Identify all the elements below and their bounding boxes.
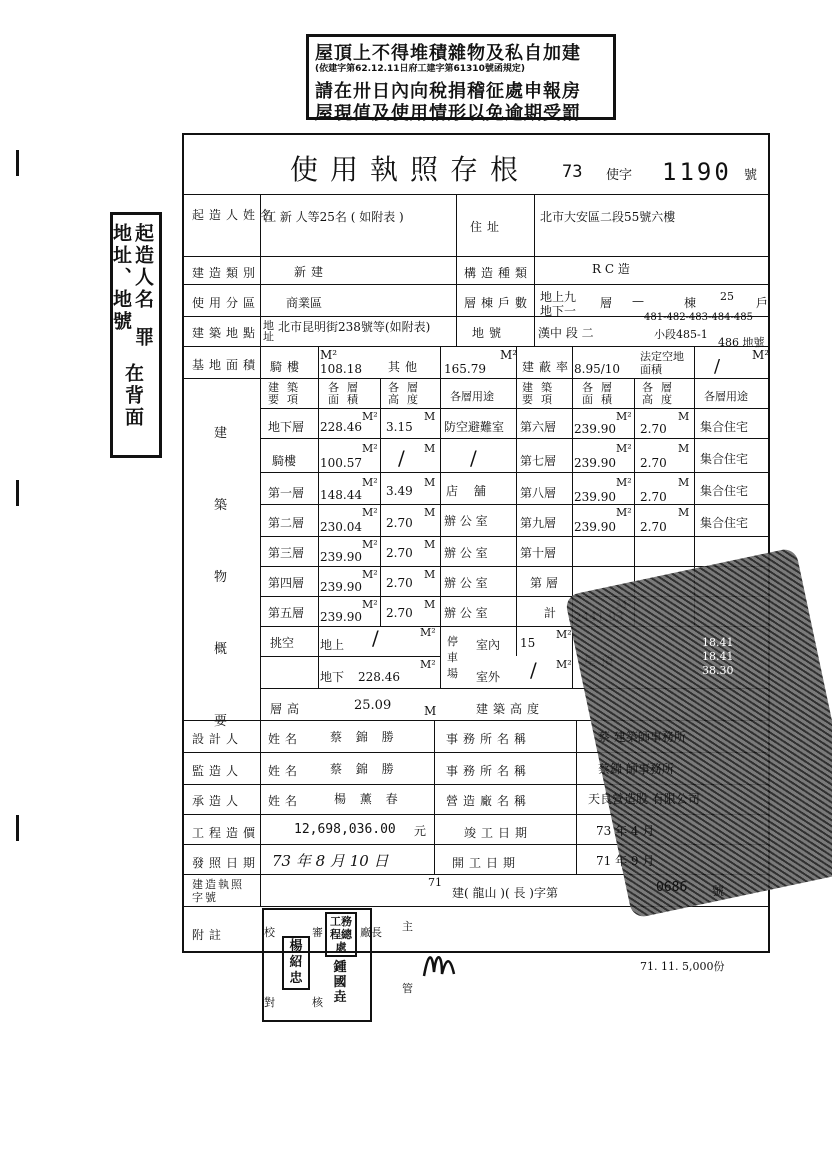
zone-label: 使用分區 <box>192 296 261 310</box>
floor-height: 2.70 <box>386 516 413 530</box>
floor-name: 第三層 <box>268 546 305 560</box>
permit-no-label: 建造執照字號 <box>192 878 244 904</box>
floors-dong: 棟 <box>684 296 697 310</box>
slash: / <box>714 356 721 377</box>
floor-name: 第一層 <box>268 486 305 500</box>
rule <box>434 720 435 874</box>
floor-name: 第八層 <box>520 486 557 500</box>
rule <box>576 720 577 874</box>
unit-m: M <box>424 442 436 455</box>
notice-line: 屋現值及使用情形以免逾期受罰 <box>315 103 581 124</box>
side-note-col: 起造人名 <box>132 223 154 311</box>
floor-area: 239.90 <box>574 490 616 504</box>
permit-hao: 號 <box>744 168 758 183</box>
floor-use: 防空避難室 <box>444 420 505 434</box>
unit-m2: M² <box>362 442 378 455</box>
void-label: 挑空 <box>270 636 295 650</box>
floor-area: 239.90 <box>574 456 616 470</box>
person-org-label: 事務所名稱 <box>446 764 532 778</box>
floor-name: 第九層 <box>520 516 557 530</box>
unit-m2: M² <box>556 658 572 671</box>
permit-no-year: 71 <box>428 876 442 889</box>
person-org-label: 事務所名稱 <box>446 732 532 746</box>
structure-label: 構造種類 <box>464 266 533 280</box>
floor-height: 2.70 <box>386 576 413 590</box>
person-org: 蔡錦 師事務所 <box>598 762 674 776</box>
rule <box>516 346 517 656</box>
person-role: 承造人 <box>192 794 244 808</box>
lot-tail: 486 地號 <box>718 336 765 349</box>
cost-value: 12,698,036.00 <box>294 822 396 837</box>
floor-area: 228.46 <box>320 420 362 434</box>
floor-height: 2.70 <box>386 546 413 560</box>
unit-m: M <box>678 442 690 455</box>
print-note: 71. 11. 5,000份 <box>640 960 725 973</box>
permit-zi: 使字 <box>606 168 633 183</box>
seal-label: 審 <box>312 926 323 939</box>
unit-m2: M² <box>362 506 378 519</box>
rule <box>260 504 769 505</box>
unit-m2: M² <box>616 410 632 423</box>
rule <box>260 656 440 657</box>
scan-mark <box>16 480 19 506</box>
person-name-label: 姓名 <box>268 732 303 746</box>
floor-use: / <box>470 446 477 470</box>
void-above: 地上 <box>320 638 345 652</box>
rule <box>380 378 381 626</box>
floor-name: 第 層 <box>530 576 558 590</box>
unit-m2: M² <box>362 568 378 581</box>
floor-use: 辦 公 室 <box>444 546 488 560</box>
parking-indoor-label: 室內 <box>476 638 501 652</box>
unit-m: M <box>424 476 436 489</box>
seal-label: 管 <box>402 982 413 995</box>
lot-label: 地號 <box>472 326 507 340</box>
completion-label: 竣工日期 <box>464 826 533 840</box>
col-head-area: 各層面積 <box>328 381 366 406</box>
col-head-height: 各層高度 <box>388 381 426 406</box>
floor-name: 第六層 <box>520 420 557 434</box>
parking-indoor-value: 15 <box>520 636 536 650</box>
rule <box>260 472 769 473</box>
rule <box>260 408 769 409</box>
side-note <box>110 212 162 458</box>
owner-label: 起造人姓名 <box>192 208 278 222</box>
floor-use: 辦 公 室 <box>444 576 488 590</box>
floor-area: 148.44 <box>320 488 362 502</box>
side-note-col: 在背面 <box>122 363 144 429</box>
unit-m: M <box>424 568 436 581</box>
personal-seal: 楊紹忠 <box>282 936 310 990</box>
personal-seal: 鍾國垚 <box>333 960 347 1005</box>
start-label: 開工日期 <box>452 856 521 870</box>
slash: / <box>530 658 537 682</box>
floor-area: 239.90 <box>320 550 362 564</box>
floor-total-label: 計 <box>544 606 557 620</box>
rule <box>440 346 441 688</box>
person-role: 監造人 <box>192 764 244 778</box>
col-head-item: 建築要項 <box>268 381 306 406</box>
person-org: 天良營造股 有限公司 <box>588 792 700 806</box>
void-below: 地下 <box>320 670 345 684</box>
unit-m2: M² <box>362 476 378 489</box>
rule <box>456 194 457 346</box>
floor-height-label: 層高 <box>270 702 305 716</box>
void-below-value: 228.46 <box>358 670 400 684</box>
permit-year: 73 <box>562 162 583 182</box>
person-org: 蔡 建築師事務所 <box>598 730 686 744</box>
floors-above: 地上九 <box>540 290 577 304</box>
person-name-label: 姓名 <box>268 794 303 808</box>
floor-name: 第二層 <box>268 516 305 530</box>
lot-sub: 小段485-1 <box>654 328 708 341</box>
unit-m: M <box>424 410 436 423</box>
floor-area: 239.90 <box>320 580 362 594</box>
site-label: 建築地點 <box>192 326 261 340</box>
building-height-label: 建築高度 <box>476 702 545 716</box>
slash: / <box>372 626 379 650</box>
floors-ceng: 層 <box>600 296 613 310</box>
parking-label: 停車場 <box>447 635 458 680</box>
unit-m2: M² <box>420 626 436 639</box>
person-name: 楊 薰 春 <box>334 792 403 806</box>
rule <box>260 566 769 567</box>
person-role: 設計人 <box>192 732 244 746</box>
floor-name: 第十層 <box>520 546 557 560</box>
parking-outdoor-label: 室外 <box>476 670 501 684</box>
col-head-item: 建築要項 <box>522 381 560 406</box>
arcade-label: 騎樓 <box>270 360 305 374</box>
side-note-col: 罪 <box>132 327 154 349</box>
col-head-area: 各層面積 <box>582 381 620 406</box>
issue-value: 73 年 8 月 10 日 <box>272 852 389 870</box>
site-addr-tag: 地址 <box>263 319 274 343</box>
rule <box>183 346 769 347</box>
build-type-value: 新建 <box>294 265 329 279</box>
unit-m: M <box>678 506 690 519</box>
lot-section: 漢中 段 二 <box>538 326 594 340</box>
floor-height: 2.70 <box>640 422 667 436</box>
unit-m: M <box>678 410 690 423</box>
floors-label: 層棟戶數 <box>464 296 533 310</box>
unit-m2: M² <box>362 538 378 551</box>
floor-use: 店 舖 <box>446 484 492 498</box>
floor-area: 230.04 <box>320 520 362 534</box>
ratio-label: 建蔽率 <box>522 360 574 374</box>
lot-numbers: 481-482-483-484-485 <box>644 312 753 323</box>
notice-stamp <box>306 34 616 124</box>
unit-m2: M² <box>420 658 436 671</box>
floor-area: 239.90 <box>574 520 616 534</box>
rule <box>260 438 769 439</box>
rule <box>183 378 769 379</box>
unit-m: M <box>678 476 690 489</box>
site-address: 北市昆明街238號等(如附表) <box>278 320 431 334</box>
floor-height: 2.70 <box>386 606 413 620</box>
address-value: 北市大安區二段55號六樓 <box>540 210 676 224</box>
floor-name: 地下層 <box>268 420 305 434</box>
col-head-use: 各層用途 <box>704 390 748 403</box>
unit-m: M <box>424 598 436 611</box>
issue-label: 發照日期 <box>192 856 261 870</box>
scan-mark <box>16 815 19 841</box>
floor-height-value: 25.09 <box>354 698 392 713</box>
address-label: 住址 <box>470 220 505 234</box>
seal-label: 主 <box>402 920 413 933</box>
permit-no-hao: 號 <box>712 884 725 898</box>
floor-use: 集合住宅 <box>700 420 749 434</box>
floor-name: 第五層 <box>268 606 305 620</box>
structure-value: R C 造 <box>592 262 630 276</box>
side-note-col: 地址、地號 <box>110 223 132 333</box>
roof-value: 18.41 <box>702 650 734 663</box>
seal-label: 校 <box>264 926 275 939</box>
floor-area: 239.90 <box>574 422 616 436</box>
permit-number: 1190 <box>662 158 732 186</box>
completion-value: 73 年 4 月 <box>596 824 655 838</box>
rule <box>534 194 535 346</box>
other-label: 其他 <box>388 360 423 374</box>
unit-m: M <box>424 704 437 718</box>
unit-m2: M² <box>556 628 572 641</box>
build-type-label: 建造類別 <box>192 266 261 280</box>
person-name-label: 姓名 <box>268 764 303 778</box>
person-name: 蔡 錦 勝 <box>330 730 399 744</box>
floor-use: 集合住宅 <box>700 516 749 530</box>
area-unit: M² <box>752 348 770 362</box>
zone-value: 商業區 <box>286 296 323 310</box>
unit-m2: M² <box>616 476 632 489</box>
legal-space-label: 法定空地面積 <box>640 350 684 376</box>
unit-m: M <box>424 506 436 519</box>
floor-area: 100.57 <box>320 456 362 470</box>
other-value: 165.79 <box>444 362 486 376</box>
area-unit: M² <box>320 348 338 362</box>
households-unit: 戶 <box>756 296 769 310</box>
cost-label: 工程造價 <box>192 826 261 840</box>
col-head-height: 各層高度 <box>642 381 680 406</box>
cost-unit: 元 <box>414 824 427 838</box>
floor-height: 2.70 <box>640 490 667 504</box>
floors-dash: — <box>632 294 644 308</box>
floor-height: 2.70 <box>640 520 667 534</box>
notice-line: (依建字第62.12.11日府工建字第61310號函規定) <box>315 64 525 74</box>
start-value: 71 年 9 月 <box>596 854 655 868</box>
floor-height: / <box>398 446 405 470</box>
owner-value: 江 新 人等25名 ( 如附表 ) <box>264 210 404 224</box>
remark-label: 附註 <box>192 928 227 942</box>
rule <box>260 194 261 906</box>
households-value: 25 <box>720 290 734 303</box>
unit-m2: M² <box>362 410 378 423</box>
floors-below: 地下一 <box>540 304 577 318</box>
floor-use: 集合住宅 <box>700 484 749 498</box>
unit-m: M <box>424 538 436 551</box>
floor-name: 騎樓 <box>272 454 297 468</box>
person-org-label: 營造廠名稱 <box>446 794 532 808</box>
arcade-value: 108.18 <box>320 362 362 376</box>
office-seal: 工務程總處 <box>325 912 357 957</box>
floor-height: 3.49 <box>386 484 413 498</box>
col-head-use: 各層用途 <box>450 390 494 403</box>
area-label: 基地面積 <box>192 358 261 372</box>
seal-label: 對 <box>264 996 275 1009</box>
ratio-value: 8.95/10 <box>574 362 621 376</box>
floor-name: 第四層 <box>268 576 305 590</box>
notice-line: 請在卅日內向稅捐稽征處申報房 <box>315 81 581 102</box>
unit-m2: M² <box>616 442 632 455</box>
roof-value: 38.30 <box>702 664 734 677</box>
floor-height: 2.70 <box>640 456 667 470</box>
section-building-label: 建 築 物 概 要 <box>214 426 228 729</box>
rule <box>183 256 769 257</box>
roof-value: 18.41 <box>702 636 734 649</box>
permit-no-text: 建( 龍山 )( 長 )字第 <box>452 886 558 900</box>
scan-mark <box>16 150 19 176</box>
seal-label: 廠長 <box>360 926 382 939</box>
floor-area: 239.90 <box>320 610 362 624</box>
floor-use: 辦 公 室 <box>444 606 488 620</box>
unit-m2: M² <box>362 598 378 611</box>
notice-line: 屋頂上不得堆積雜物及私自加建 <box>315 43 581 64</box>
floor-name: 第七層 <box>520 454 557 468</box>
rule <box>260 536 769 537</box>
area-unit: M² <box>500 348 518 362</box>
rule <box>183 194 769 195</box>
floor-height: 3.15 <box>386 420 413 434</box>
permit-no-number: 0686 <box>656 880 688 895</box>
form-title: 使用執照存根 <box>290 153 531 186</box>
floor-use: 集合住宅 <box>700 452 749 466</box>
rule <box>183 284 769 285</box>
unit-m2: M² <box>616 506 632 519</box>
person-name: 蔡 錦 勝 <box>330 762 399 776</box>
seal-label: 核 <box>312 996 323 1009</box>
signature-mark <box>418 944 458 986</box>
rule <box>318 346 319 688</box>
floor-use: 辦 公 室 <box>444 514 488 528</box>
